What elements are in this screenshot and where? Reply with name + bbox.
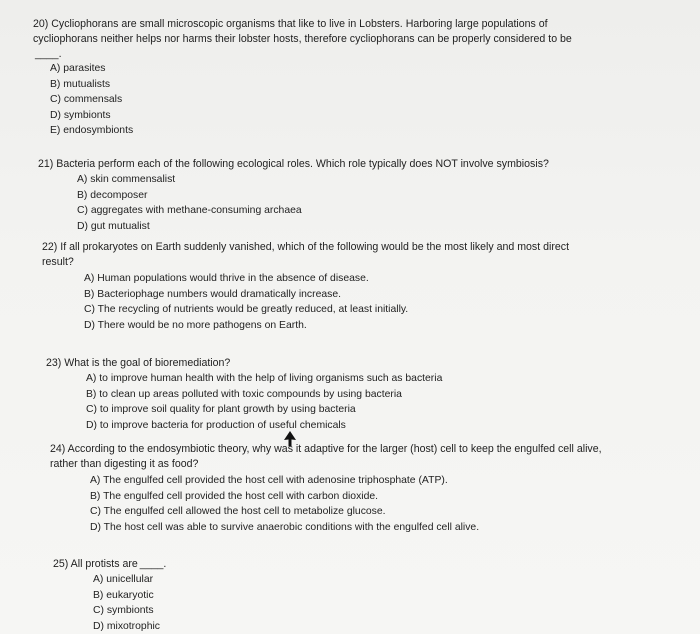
question-25-line-1: 25) All protists are — [53, 558, 138, 570]
choice-25-c[interactable]: C) symbionts — [93, 605, 154, 616]
choice-21-b[interactable]: B) decomposer — [77, 189, 148, 201]
choice-24-d[interactable]: D) The host cell was able to survive anaerobic conditions with the engulfed cell alive. — [90, 521, 480, 533]
question-24 — [50, 442, 690, 535]
question-22-choices — [84, 271, 682, 333]
question-25-stem — [53, 557, 453, 572]
question-20-choices — [50, 61, 673, 139]
question-23 — [46, 356, 686, 433]
question-23-choices — [86, 371, 686, 433]
choice-24-c[interactable]: C) The engulfed cell allowed the host cell to metabolize glucose. — [90, 506, 386, 517]
choice-20-a[interactable]: A) parasites — [50, 63, 106, 74]
choice-22-d[interactable]: D) There would be no more pathogens on Earth. — [84, 319, 307, 331]
choice-22-a[interactable]: A) Human populations would thrive in the absence of disease. — [84, 273, 369, 284]
choice-20-d[interactable]: D) symbionts — [50, 109, 111, 121]
question-22-line-2: result? — [42, 256, 74, 268]
choice-23-d[interactable]: D) to improve bacteria for production of useful chemicals — [86, 419, 346, 431]
choice-21-d[interactable]: D) gut mutualist — [77, 220, 150, 232]
choice-20-b[interactable]: B) mutualists — [50, 78, 111, 90]
question-20-line-2: cycliophorans neither helps nor harms their lobster hosts, therefore cycliophorans can be properly considered to be — [33, 33, 572, 45]
question-25 — [53, 557, 453, 634]
choice-21-c[interactable]: C) aggregates with methane-consuming archaea — [77, 205, 302, 216]
choice-21-a[interactable]: A) skin commensalist — [77, 174, 176, 185]
choice-24-a[interactable]: A) The engulfed cell provided the host cell with adenosine triphosphate (ATP). — [90, 475, 448, 486]
choice-24-b[interactable]: B) The engulfed cell provided the host cell with carbon dioxide. — [90, 490, 379, 502]
question-24-line-2: rather than digesting it as food? — [50, 458, 199, 470]
question-20-blank: ____. — [35, 48, 62, 60]
question-20 — [33, 17, 673, 139]
choice-25-a[interactable]: A) unicellular — [93, 574, 154, 585]
question-20-line-1: 20) Cycliophorans are small microscopic organisms that like to live in Lobsters. Harboring large populations of — [33, 18, 548, 30]
question-24-choices — [90, 473, 690, 535]
choice-23-b[interactable]: B) to clean up areas polluted with toxic compounds by using bacteria — [86, 388, 402, 400]
choice-25-d[interactable]: D) mixotrophic — [93, 620, 160, 632]
choice-23-c[interactable]: C) to improve soil quality for plant growth by using bacteria — [86, 404, 356, 415]
question-22 — [42, 240, 682, 333]
question-24-line-1: 24) According to the endosymbiotic theory, why was it adaptive for the larger (host) cell to keep the engulfed cell alive, — [50, 443, 602, 455]
choice-25-b[interactable]: B) eukaryotic — [93, 589, 154, 601]
question-23-line-1: 23) What is the goal of bioremediation? — [46, 357, 231, 369]
choice-22-c[interactable]: C) The recycling of nutrients would be greatly reduced, at least initially. — [84, 304, 409, 315]
choice-20-e[interactable]: E) endosymbionts — [50, 125, 134, 136]
choice-22-b[interactable]: B) Bacteriophage numbers would dramatically increase. — [84, 288, 342, 300]
question-22-line-1: 22) If all prokaryotes on Earth suddenly vanished, which of the following would be the most likely and most direct — [42, 241, 570, 253]
choice-23-a[interactable]: A) to improve human health with the help of living organisms such as bacteria — [86, 373, 443, 384]
question-25-choices — [93, 572, 453, 634]
question-21-choices — [77, 172, 678, 234]
question-21-line-1: 21) Bacteria perform each of the following ecological roles. Which role typically does NOT involve symbiosis? — [38, 158, 549, 170]
question-25-blank: ____. — [139, 558, 167, 570]
choice-20-c[interactable]: C) commensals — [50, 94, 123, 105]
question-21 — [38, 157, 678, 234]
